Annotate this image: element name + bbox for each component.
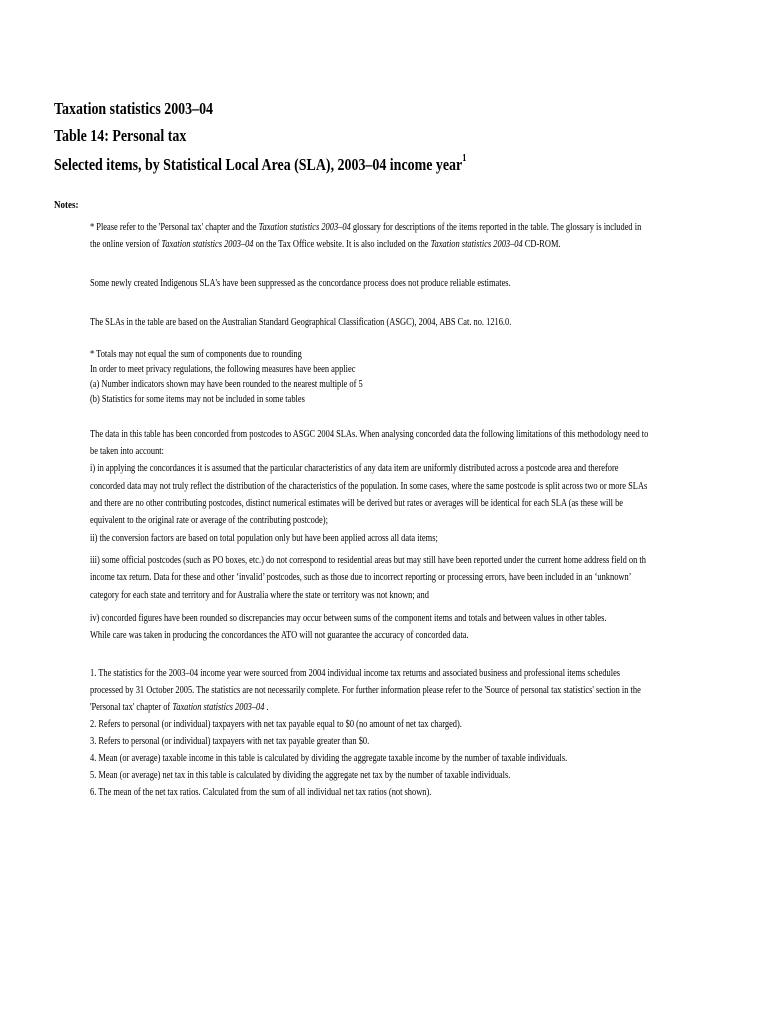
note-privacy-a: (a) Number indicators shown may have been rounded to the nearest multiple of 5	[90, 379, 363, 390]
note-glossary-line-2	[90, 240, 561, 251]
publication-name: Taxation statistics 2003–04	[430, 239, 523, 250]
concordance-line: income tax return. Data for these and other ‘invalid’ postcodes, such as those due to incorrect reporting or processing errors, have been included in an ‘unknown’	[90, 572, 632, 583]
document-title: Taxation statistics 2003–04	[54, 99, 214, 118]
concordance-line: ii) the conversion factors are based on total population only but have been applied across all data items;	[90, 533, 438, 544]
footnote-4: 4. Mean (or average) taxable income in this table is calculated by dividing the aggregate taxable income by the number of taxable individuals.	[90, 753, 568, 764]
note-glossary-line-1	[90, 223, 641, 234]
note-text: glossary for descriptions of the items reported in the table. The glossary is included in	[350, 222, 642, 233]
subtitle-text: Selected items, by Statistical Local Area (SLA), 2003–04 income year	[54, 155, 463, 174]
footnote-6: 6. The mean of the net tax ratios. Calculated from the sum of all individual net tax ratios (not shown).	[90, 787, 432, 798]
table-subtitle	[54, 155, 466, 175]
note-text: CD-ROM.	[522, 239, 561, 250]
concordance-line: be taken into account:	[90, 446, 164, 457]
footnote-1-line-2: processed by 31 October 2005. The statistics are not necessarily complete. For further information please refer to the 'Source of personal tax statistics' section in the	[90, 685, 641, 696]
note-text: the online version of	[90, 239, 162, 250]
note-asgc: The SLAs in the table are based on the Australian Standard Geographical Classification (ASGC), 2004, ABS Cat. no. 1216.0.	[90, 317, 512, 328]
note-indigenous-sla: Some newly created Indigenous SLA's have been suppressed as the concordance process does not produce reliable estimates.	[90, 278, 511, 289]
publication-name: Taxation statistics 2003–04	[161, 239, 254, 250]
concordance-line: i) in applying the concordances it is assumed that the particular characteristics of any data item are uniformly distributed across a postcode area and therefore	[90, 463, 619, 474]
footnote-2: 2. Refers to personal (or individual) taxpayers with net tax payable equal to $0 (no amount of net tax charged).	[90, 719, 462, 730]
note-text: on the Tax Office website. It is also included on the	[253, 239, 431, 250]
note-text: .	[264, 702, 269, 713]
notes-label: Notes:	[54, 199, 79, 211]
note-privacy-b: (b) Statistics for some items may not be included in some tables	[90, 394, 305, 405]
footnote-5: 5. Mean (or average) net tax in this table is calculated by dividing the aggregate net tax by the number of taxable individuals.	[90, 770, 511, 781]
note-privacy: In order to meet privacy regulations, the following measures have been appliec	[90, 364, 356, 375]
concordance-line: concorded data may not truly reflect the distribution of the characteristics of the population. In some cases, where the same postcode is split across two or more SLAs	[90, 481, 648, 492]
note-rounding: * Totals may not equal the sum of components due to rounding	[90, 349, 302, 360]
concordance-line: and there are no other contributing postcodes, distinct numerical estimates will be derived but rates or averages will be identical for each SLA (as these will be	[90, 498, 623, 509]
footnote-1-line-3	[90, 703, 269, 714]
concordance-line: equivalent to the original rate or average of the contributing postcode);	[90, 515, 328, 526]
concordance-line: While care was taken in producing the concordances the ATO will not guarantee the accuracy of concorded data.	[90, 630, 469, 641]
note-text: 'Personal tax' chapter of	[90, 702, 173, 713]
concordance-line: iii) some official postcodes (such as PO boxes, etc.) do not correspond to residential areas but may still have been reported under the current home address field on th	[90, 555, 646, 566]
footnote-3: 3. Refers to personal (or individual) taxpayers with net tax payable greater than $0.	[90, 736, 370, 747]
publication-name: Taxation statistics 2003–04	[172, 702, 265, 713]
footnote-1-line-1: 1. The statistics for the 2003–04 income year were sourced from 2004 individual income tax returns and associated business and professional items schedules	[90, 668, 621, 679]
concordance-line: iv) concorded figures have been rounded so discrepancies may occur between sums of the component items and totals and between values in other tables.	[90, 613, 607, 624]
publication-name: Taxation statistics 2003–04	[258, 222, 351, 233]
note-text: * Please refer to the 'Personal tax' chapter and the	[90, 222, 259, 233]
table-title: Table 14: Personal tax	[54, 126, 187, 145]
concordance-line: The data in this table has been concorded from postcodes to ASGC 2004 SLAs. When analysing concorded data the following limitations of this methodology need to	[90, 429, 649, 440]
subtitle-footnote-marker: 1	[462, 153, 467, 165]
concordance-line: category for each state and territory and for Australia where the state or territory was not known; and	[90, 590, 429, 601]
